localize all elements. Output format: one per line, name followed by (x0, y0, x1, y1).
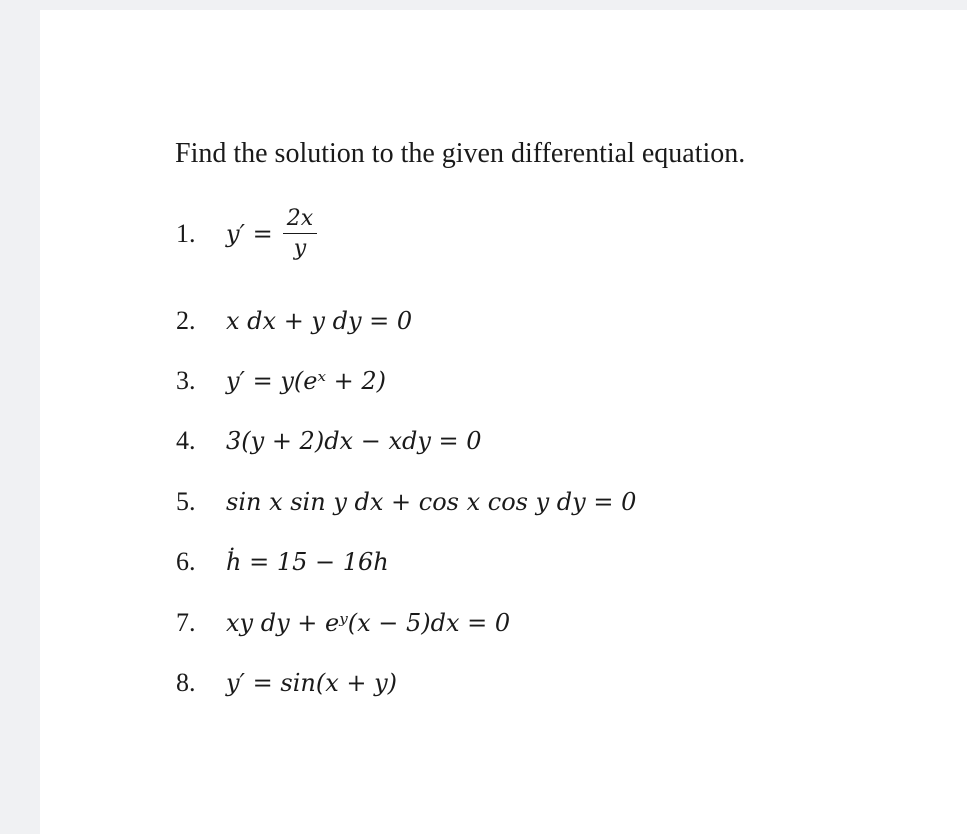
instruction-text: Find the solution to the given differential equation. (175, 138, 746, 169)
problem-item-2 (176, 306, 412, 336)
problem-equation: x dx + y dy = 0 (226, 307, 413, 335)
fraction-numerator: 2x (283, 206, 317, 234)
problem-item-6 (176, 547, 389, 577)
problem-number: 8. (176, 668, 196, 697)
problem-item-5 (176, 487, 636, 517)
problem-item-7 (176, 608, 510, 638)
problem-number: 7. (176, 608, 196, 637)
fraction-denominator: y (293, 236, 307, 262)
problem-equation: sin x sin y dx + cos x cos y dy = 0 (226, 488, 637, 516)
document-page (40, 10, 967, 834)
problem-number: 6. (176, 547, 196, 576)
problem-equation: ḣ = 15 − 16h (226, 548, 389, 576)
equation-lhs: y′ = (226, 219, 273, 248)
problem-item-4 (176, 426, 482, 456)
problem-number: 3. (176, 366, 196, 395)
problem-equation: xy dy + eʸ(x − 5)dx = 0 (226, 609, 511, 637)
problem-item-8 (176, 668, 397, 698)
problem-equation (226, 206, 317, 262)
problem-equation: y′ = sin(x + y) (226, 669, 398, 697)
problem-item-3 (176, 366, 386, 396)
problem-number: 5. (176, 487, 196, 516)
fraction (283, 206, 317, 262)
problem-number: 2. (176, 306, 196, 335)
problem-equation: y′ = y(eˣ + 2) (226, 367, 387, 395)
problem-item-1 (176, 206, 317, 262)
problem-number: 4. (176, 426, 196, 455)
problem-equation: 3(y + 2)dx − xdy = 0 (226, 427, 482, 455)
problem-number: 1. (176, 218, 196, 248)
